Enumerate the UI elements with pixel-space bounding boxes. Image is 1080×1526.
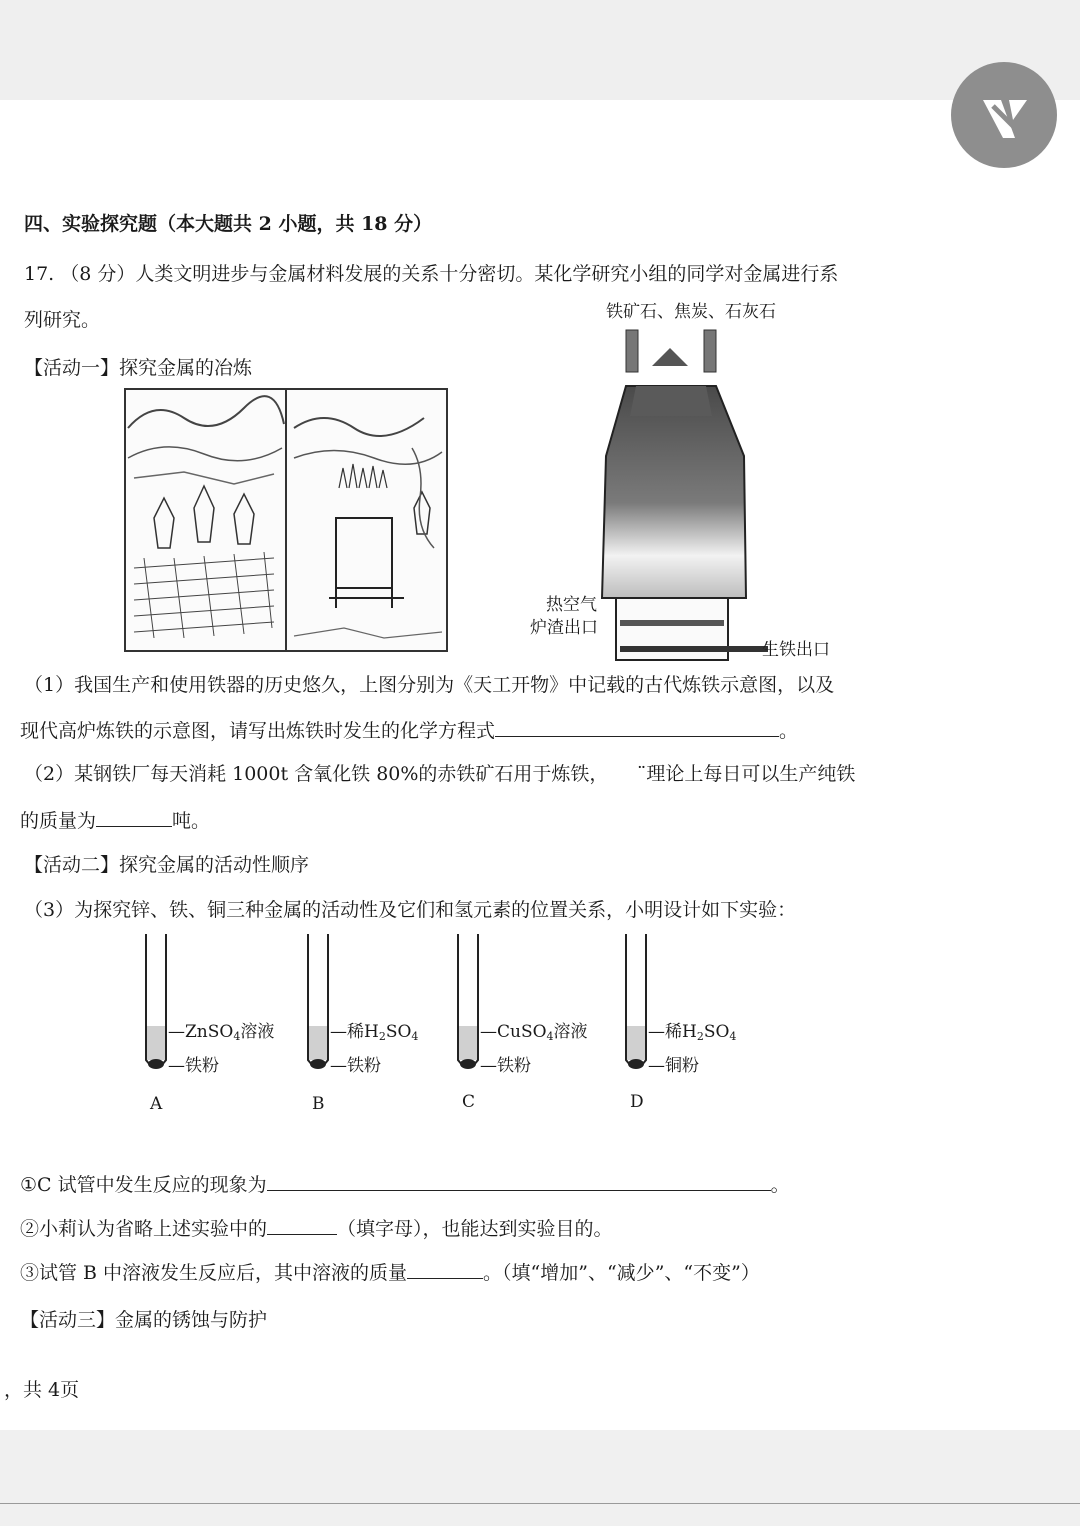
tube-d-metal-label: —铜粉	[648, 1056, 699, 1076]
tube-a-letter: A	[150, 1094, 163, 1114]
furnace-iron-outlet-label: 生铁出口	[762, 640, 830, 660]
test-tube-a	[144, 934, 168, 1074]
activity1-heading: 【活动一】探究金属的冶炼	[24, 357, 253, 379]
tube-c-solution-label: —CuSO$_4$溶液	[480, 1022, 588, 1043]
q1-answer-blank[interactable]	[495, 718, 779, 737]
sub-question-1	[20, 1172, 790, 1197]
s2-prompt: ②小莉认为省略上述实验中的	[20, 1218, 268, 1240]
tube-b-solution-label: —稀$H_2SO_4$	[330, 1022, 419, 1043]
blast-furnace-diagram	[596, 326, 776, 664]
page-footer: ，共 4页	[4, 1379, 80, 1401]
tube-d-solution-label: —稀$H_2SO_4$	[648, 1022, 737, 1043]
q1-end: 。	[779, 720, 799, 742]
sub-question-2	[20, 1216, 613, 1241]
tube-c-letter: C	[462, 1092, 476, 1112]
furnace-top-label: 铁矿石、焦炭、石灰石	[606, 302, 776, 322]
s3-prompt: ③试管 B 中溶液发生反应后，其中溶液的质量	[20, 1262, 408, 1284]
q2-line2	[20, 808, 210, 833]
s3-suffix: 。（填“增加”、“减少”、“不变”）	[483, 1262, 760, 1284]
tube-d-letter: D	[630, 1092, 644, 1112]
q1-prompt: 现代高炉炼铁的示意图，请写出炼铁时发生的化学方程式	[20, 720, 496, 742]
q2-prompt: 的质量为	[20, 810, 97, 832]
s1-prompt: ①C 试管中发生反应的现象为	[20, 1174, 267, 1196]
sub-question-3	[20, 1260, 760, 1285]
furnace-hot-air-label: 热空气	[546, 595, 597, 615]
q3-prompt: （3）为探究锌、铁、铜三种金属的活动性及它们和氢元素的位置关系，小明设计如下实验：	[24, 899, 797, 921]
q2-unit: 吨。	[172, 810, 211, 832]
s1-end: 。	[770, 1174, 790, 1196]
tube-a-metal-label: —铁粉	[168, 1056, 219, 1076]
test-tube-c	[456, 934, 480, 1074]
q1-line2	[20, 718, 798, 743]
section-title: 四、实验探究题（本大题共 2 小题，共 18 分）	[24, 213, 433, 235]
bottom-background-band	[0, 1430, 1080, 1526]
top-background-band	[0, 0, 1080, 100]
activity3-heading: 【活动三】金属的锈蚀与防护	[20, 1309, 268, 1331]
q17-intro-line1: 17. （8 分）人类文明进步与金属材料发展的关系十分密切。某化学研究小组的同学对金属进行系	[24, 263, 839, 285]
tube-b-letter: B	[312, 1094, 325, 1114]
ancient-smelting-illustration	[124, 388, 448, 652]
q1-line1: （1）我国生产和使用铁器的历史悠久，上图分别为《天工开物》中记载的古代炼铁示意图，以及	[24, 674, 835, 696]
tube-b-metal-label: —铁粉	[330, 1056, 381, 1076]
test-tube-d	[624, 934, 648, 1074]
tube-a-solution-label: —ZnSO$_4$溶液	[168, 1022, 275, 1043]
app-logo-icon[interactable]	[951, 62, 1057, 168]
q17-intro-line2: 列研究。	[24, 309, 101, 331]
bottom-divider	[0, 1503, 1080, 1504]
s2-answer-blank[interactable]	[267, 1216, 337, 1235]
s1-answer-blank[interactable]	[267, 1172, 771, 1191]
activity2-heading: 【活动二】探究金属的活动性顺序	[24, 854, 310, 876]
s3-answer-blank[interactable]	[407, 1260, 483, 1279]
tube-c-metal-label: —铁粉	[480, 1056, 531, 1076]
q2-answer-blank[interactable]	[96, 808, 172, 827]
test-tube-b	[306, 934, 330, 1074]
q2-line1: （2）某钢铁厂每天消耗 1000t 含氧化铁 80%的赤铁矿石用于炼铁， ¨理论上每日可以生产纯铁	[24, 763, 856, 785]
s2-suffix: （填字母），也能达到实验目的。	[337, 1218, 613, 1240]
furnace-slag-outlet-label: 炉渣出口	[530, 618, 598, 638]
